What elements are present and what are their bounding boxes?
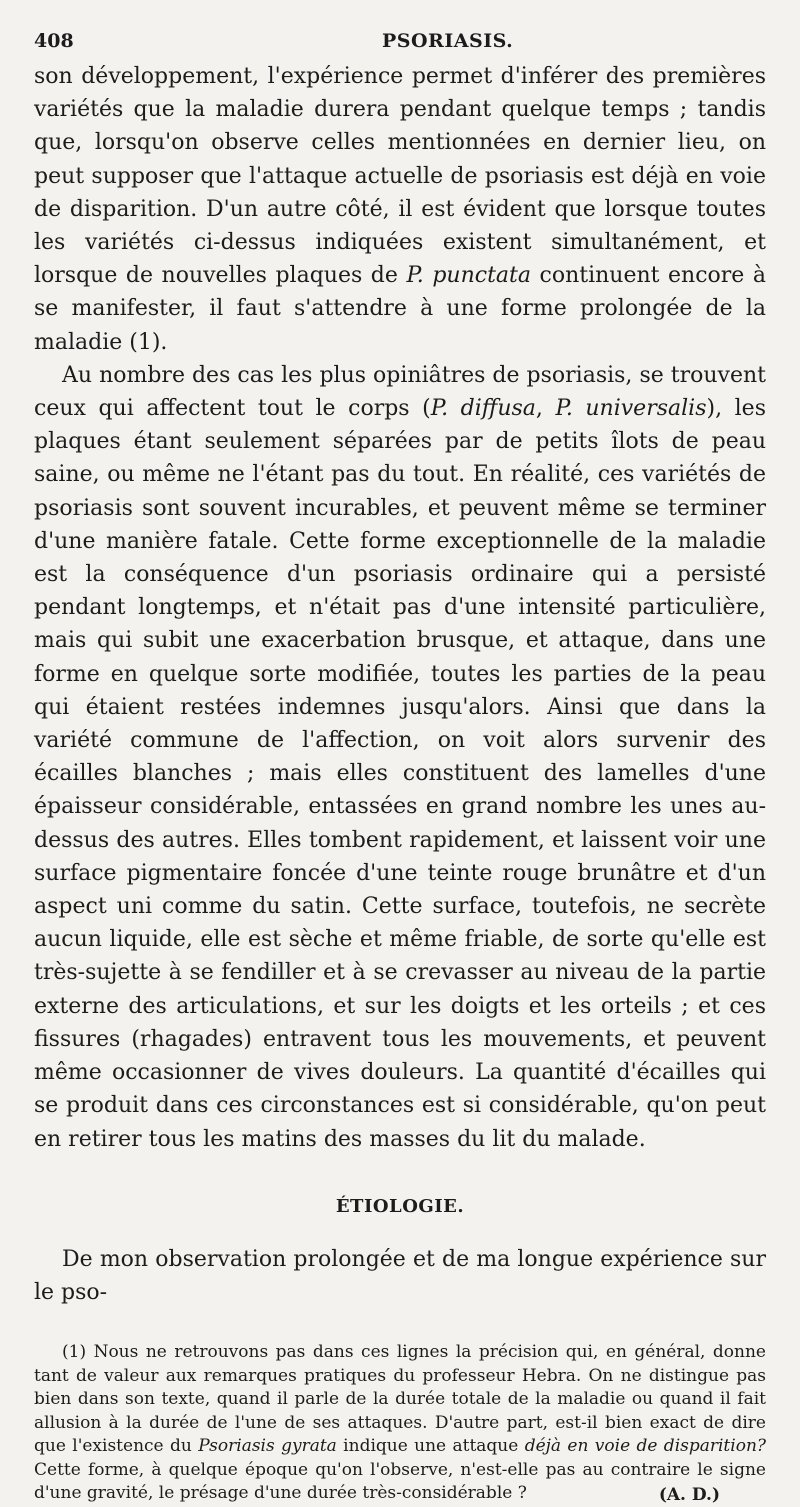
section-first-line: De mon observation prolongée et de ma longue expérience sur le pso- [34, 1246, 766, 1305]
footnote-text-b: indique une attaque [336, 1436, 525, 1457]
paragraph-2-italic-1: P. diffusa [430, 396, 536, 422]
main-text [34, 60, 766, 1156]
paragraph-1-italic: P. punctata [406, 263, 531, 289]
footnote-text-a: (1) Nous ne retrouvons pas dans ces lignes la précision qui, en général, donne tant de valeur aux remarques pratiques du professeur Hebra. On ne distingue pas bien dans son texte, quand il parle de la durée totale de la maladie ou quand il fait allusion à la durée de l'une de ses attaques. D'autre part, est-il bien exact de dire que l'existence du [34, 1342, 766, 1457]
footnote-italic-2: déjà en voie de disparition? [524, 1436, 767, 1457]
paragraph-1-text-b: continuent encore à se manifester, il faut s'attendre à une forme prolongée de la maladie (1). [34, 263, 766, 355]
paragraph-2-italic-2: P. universalis [555, 396, 707, 422]
running-title: PSORIASIS. [382, 30, 514, 52]
page-number: 408 [34, 30, 74, 52]
footnote-signature: (A. D.) [658, 1484, 720, 1505]
footnote-italic-1: Psoriasis gyrata [198, 1436, 337, 1457]
section-body [34, 1243, 766, 1309]
paragraph-1 [34, 60, 766, 359]
section-title: ÉTIOLOGIE. [335, 1195, 465, 1217]
paragraph-2-text-a: Au nombre des cas les plus opiniâtres de psoriasis, se trouvent ceux qui affectent tout le corps ( [34, 362, 766, 422]
paragraph-1-text-a: son développement, l'expérience permet d'inférer des premières variétés que la maladie durera pendant quelque temps ; tandis que, lorsqu'on observe celles mentionnées en dernier lieu, on peut supposer que l'attaque actuelle de psoriasis est déjà en voie de disparition. D'un autre côté, il est évident que lorsque toutes les variétés ci-dessus indiquées existent simultanément, et lorsque de nouvelles plaques de [34, 64, 766, 289]
page-header [34, 30, 766, 52]
paragraph-2-separator: , [535, 396, 556, 422]
footnote [34, 1341, 766, 1507]
paragraph-2-text-b: ), les plaques étant seulement séparées par de petits îlots de peau saine, ou même ne l'étant pas du tout. En réalité, ces variétés de psoriasis sont souvent incurables, et peuvent même se terminer d'une manière fatale. Cette forme exceptionnelle de la maladie est la conséquence d'un psoriasis ordinaire qui a persisté pendant longtemps, et n'était pas d'une intensité particulière, mais qui subit une exacerbation brusque, et attaque, dans une forme en quelque sorte modifiée, toutes les parties de la peau qui étaient restées indemnes jusqu'alors. Ainsi que dans la variété commune de l'affection, on voit alors survenir des écailles blanches ; mais elles constituent des lamelles d'une épaisseur considérable, entassées en grand nombre les unes au-dessus des autres. Elles tombent rapidement, et laissent voir une surface pigmentaire foncée d'une teinte rouge brunâtre et d'un aspect uni comme du satin. Cette surface, toutefois, ne secrète aucun liquide, elle est sèche et même friable, de sorte qu'elle est très-sujette à se fendiller et à se crevasser au niveau de la partie externe des articulations, et sur les doigts et les orteils ; et ces fissures (rhagades) entravent tous les mouvements, et peuvent même occasionner de vives douleurs. La quantité d'écailles qui se produit dans ces circonstances est si considérable, qu'on peut en retirer tous les matins des masses du lit du malade. [34, 396, 766, 1152]
paragraph-2 [34, 359, 766, 1156]
footnote-text-c: Cette forme, à quelque époque qu'on l'observe, n'est-elle pas au contraire le signe d'une gravité, le présage d'une durée très-considérable ? [34, 1459, 766, 1504]
footnote-text [34, 1341, 766, 1506]
